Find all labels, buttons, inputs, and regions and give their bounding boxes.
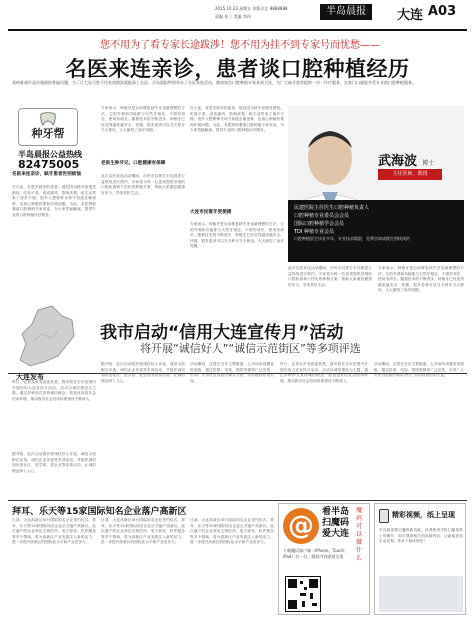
col2-body: 此次名医来连活动期间，市民可以拨打半岛晨报公益热线进行预约，专家将为每一位患者提供详细的口腔检查和个性化的种植方案，帮助大家重拾健康好牙口，享受美好生活。 (101, 174, 185, 195)
at-logo (283, 508, 319, 544)
lead-headline: 名医来连亲诊，患者谈口腔种植经历 (65, 57, 410, 81)
cred-item: 民建医院主任医生口腔种植负责人 (294, 205, 370, 211)
planting-badge (18, 108, 78, 146)
city-map-graphic (12, 300, 82, 368)
campaign-col3: 活动期间，还将在全市主要街道、公共场所设置宣传展板，通过报纸、电视、网络等媒体广泛宣传，引导广大市民自觉践行诚实守信，共同建设信用大连。 (190, 362, 274, 383)
paper-name: 半岛晨报 (326, 6, 366, 17)
doctor-role: 主任医师、教授 (378, 169, 442, 180)
masthead (0, 0, 475, 34)
col2-body-top: 专家表示，种植牙是目前修复缺失牙齿最理想的方法，它的外观和功能都与天然牙相近，不损伤邻牙，使用寿命长。随着技术的不断进步，种植牙已经变得越来越安全、快捷，很多患者可以当天种牙当天使用，大大缩短了治疗周期。 (101, 106, 185, 133)
app-ad-title: 精彩视频，纸上呈现 (392, 511, 455, 519)
col4-body: 此次名医来连活动期间，市民可以拨打半岛晨报公益热线进行预约，专家将为每一位患者提供详细的口腔检查和个性化的种植方案，帮助大家重拾健康好牙口，享受美好生活。 (288, 266, 372, 287)
corner-label: 大连发布 (16, 373, 44, 381)
forum-headline: 拜耳、乐天等15家国际知名企业落户高新区 (12, 507, 187, 517)
hotline-title: 半岛晨报公益热线 (18, 150, 82, 159)
tooth-icon (38, 111, 58, 125)
doctor-name-text: 武海波 (378, 154, 418, 169)
planting-brand: 种牙帮 (31, 127, 65, 140)
col3-subhead: 大连市民看牙更便捷 (190, 210, 232, 215)
lead-kicker: 您不用为了看专家长途跋涉！您不用为挂不到专家号而忧愁—— (100, 40, 380, 51)
app-ad[interactable] (374, 503, 466, 615)
editor-line: 责编 张三 美编 李四 (215, 14, 251, 19)
section-divider (8, 500, 467, 501)
at-logo-char: @ (288, 511, 314, 541)
section-title: 大连 (397, 8, 424, 23)
qr-ad-slogan: 看半岛 扫魔码 爱大连 (322, 507, 350, 539)
doctor-suffix: 博士 (422, 160, 435, 167)
doctor-name (378, 150, 434, 169)
col5-body: 专家表示，种植牙是目前修复缺失牙齿最理想的方法，它的外观和功能都与天然牙相近，不损伤邻牙，使用寿命长。随着技术的不断进步，种植牙已经变得越来越安全、快捷，很多患者可以当天种牙当天使用，大大缩短了治疗周期。 (378, 266, 464, 293)
campaign-col4: 昨日，记者从市发改委获悉，我市将在全市范围内开展信用大连宣传月活动，活动以诚信建设为主题，通过多种形式宣传诚信理念，营造良好的社会信用环境，推动我市社会信用体系建设不断深入。 (280, 362, 368, 383)
date-line: 2015.10.23 星期五 本版关注 8888888 (215, 6, 288, 11)
cred-footer: 口腔种植医生执业多年，专业技术精湛，免费咨询请拨打热线预约 (294, 236, 410, 241)
app-ad-image (379, 576, 463, 612)
col3-body-top: 在大连，有很多缺牙的患者，他们因为缺牙而饱受困扰。吃饭不香、说话漏风、影响美观，给生活带来了诸多不便。很多人想要种牙却不知道去哪里种，也担心种植效果和价格问题。为此，本报特别邀请口腔种植专家来连，为大家答疑解惑，提供专业的口腔种植诊疗服务。 (190, 106, 284, 133)
forum-col2: 日前，大连高新区举行国际知名企业签约仪式，拜耳、乐天等15家国际知名企业正式落户高新区。此次落户的企业涉及生物医药、电子商务、软件服务等多个领域，将为高新区产业发展注入新的活力，进一步提升高新区的国际化水平和产业竞争力。 (101, 518, 185, 545)
campaign-col2: 据介绍，此次活动将开展诚信好人评选、诚信示范街区评选、诚信企业评选等多项活动，并组织诚信知识进社区、进学校、进企业等宣传活动，让诚信理念深入人心。 (101, 362, 185, 383)
lead-intro: 看病难或许是你遇到的普遍问题，为了让大连百姓不用长途跋涉就能看上名医，半岛晨报特别举办了名医来连活动，邀请知名口腔种植专家来到大连，为广大缺牙患者提供一对一诊疗服务，在家门口就能享受专业的口腔种植服务。 (12, 80, 416, 85)
phone-icon (379, 509, 389, 523)
cred-item: TDI 种植专业会员 (294, 229, 334, 235)
page-number: A03 (428, 4, 457, 19)
campaign-subheadline: 将开展“诚信好人”“诚信示范街区”等多项评选 (140, 342, 361, 355)
col1-body: 在大连，有很多缺牙的患者，他们因为缺牙而饱受困扰。吃饭不香、说话漏风、影响美观，给生活带来了诸多不便。很多人想要种牙却不知道去哪里种，也担心种植效果和价格问题。为此，本报特别邀请口腔种植专家来连，为大家答疑解惑，提供专业的口腔种植诊疗服务。 (12, 185, 96, 217)
cred-item: 国际口腔种植学会会员 (294, 221, 345, 227)
campaign-col1: 昨日，记者从市发改委获悉，我市将在全市范围内开展信用大连宣传月活动，活动以诚信建设为主题，通过多种形式宣传诚信理念，营造良好的社会信用环境，推动我市社会信用体系建设不断深入。 (12, 380, 96, 401)
col1-subhead: 名医来连亲诊，缺牙患者告别烦恼 (12, 172, 81, 177)
app-ad-body: 半岛晨报推出魔码新功能，读者使用手机扫描报纸上的图片，即可观看相关的视频内容，让新闻更加生动直观。快来下载体验吧！ (379, 528, 463, 544)
forum-col3: 日前，大连高新区举行国际知名企业签约仪式，拜耳、乐天等15家国际知名企业正式落户高新区。此次落户的企业涉及生物医药、电子商务、软件服务等多个领域，将为高新区产业发展注入新的活力，进一步提升高新区的国际化水平和产业竞争力。 (190, 518, 274, 545)
qr-ad[interactable] (278, 503, 370, 615)
forum-col1: 日前，大连高新区举行国际知名企业签约仪式，拜耳、乐天等15家国际知名企业正式落户高新区。此次落户的企业涉及生物医药、电子商务、软件服务等多个领域，将为高新区产业发展注入新的活力，进一步提升高新区的国际化水平和产业竞争力。 (12, 518, 96, 545)
col2-subhead: 老医生种牙记，口腔健康有保障 (101, 161, 166, 166)
credentials-box (288, 200, 464, 262)
campaign-headline: 我市启动“信用大连宣传月”活动 (100, 323, 344, 343)
campaign-col1b: 据介绍，此次活动将开展诚信好人评选、诚信示范街区评选、诚信企业评选等多项活动，并组织诚信知识进社区、进学校、进企业等宣传活动，让诚信理念深入人心。 (12, 452, 96, 473)
paper-logo (320, 4, 372, 20)
hotline-number: 82475005 (18, 158, 80, 171)
qr-code[interactable] (285, 576, 321, 612)
cred-item: 口腔种植专业委员会会员 (294, 213, 350, 219)
qr-ad-hint: 下载魔码客户端（iPhone、Touch、iPad）扫一扫，精彩内容即刻呈现 (283, 548, 348, 559)
col3-body: 专家表示，种植牙是目前修复缺失牙齿最理想的方法，它的外观和功能都与天然牙相近，不损伤邻牙，使用寿命长。随着技术的不断进步，种植牙已经变得越来越安全、快捷，很多患者可以当天种牙当天使用，大大缩短了治疗周期。 (190, 222, 284, 249)
campaign-col5: 活动期间，还将在全市主要街道、公共场所设置宣传展板，通过报纸、电视、网络等媒体广泛宣传，引导广大市民自觉践行诚实守信，共同建设信用大连。 (374, 362, 464, 378)
qr-ad-side-label: 魔码可以做什么 (356, 507, 363, 562)
masthead-rule (8, 29, 467, 31)
